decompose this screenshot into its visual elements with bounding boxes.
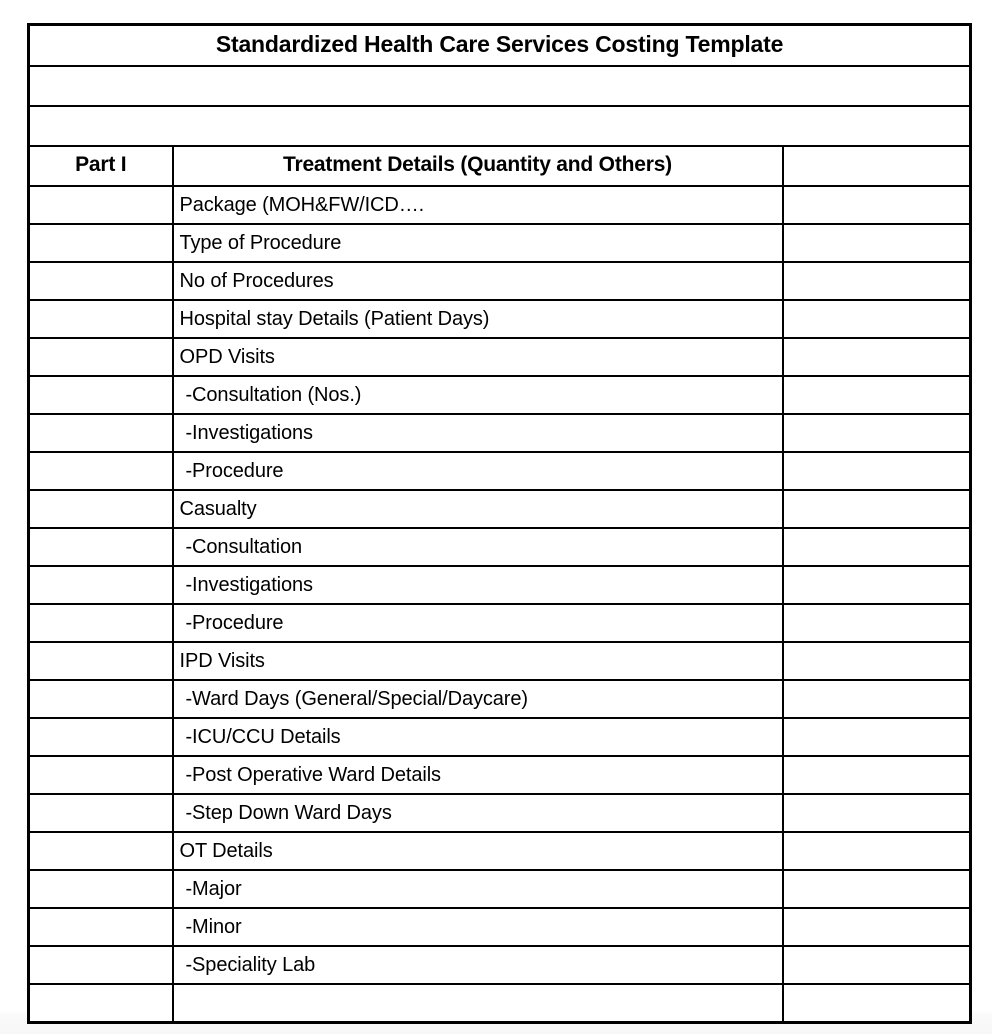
table-row xyxy=(29,300,971,338)
row-value-cell[interactable] xyxy=(783,756,971,794)
row-label-cell[interactable]: -Minor xyxy=(173,908,783,946)
section-title-label: Treatment Details (Quantity and Others) xyxy=(173,146,783,186)
table-row xyxy=(29,414,971,452)
table-row xyxy=(29,756,971,794)
row-part-cell[interactable] xyxy=(29,756,173,794)
row-label-cell[interactable]: -Procedure xyxy=(173,452,783,490)
row-label-cell[interactable]: -Investigations xyxy=(173,414,783,452)
row-value-cell[interactable] xyxy=(783,338,971,376)
row-value-cell[interactable] xyxy=(783,224,971,262)
table-row xyxy=(29,528,971,566)
table-row xyxy=(29,642,971,680)
row-part-cell[interactable] xyxy=(29,680,173,718)
spacer-row-2 xyxy=(29,106,971,146)
table-row xyxy=(29,604,971,642)
table-row xyxy=(29,908,971,946)
row-value-cell[interactable] xyxy=(783,946,971,984)
row-part-cell[interactable] xyxy=(29,566,173,604)
row-value-cell[interactable] xyxy=(783,908,971,946)
row-value-cell[interactable] xyxy=(783,414,971,452)
row-value-cell[interactable] xyxy=(783,186,971,224)
table-row xyxy=(29,490,971,528)
row-part-cell[interactable] xyxy=(29,870,173,908)
row-label-cell[interactable]: OPD Visits xyxy=(173,338,783,376)
row-part-cell[interactable] xyxy=(29,376,173,414)
row-part-cell[interactable] xyxy=(29,262,173,300)
row-value-cell[interactable] xyxy=(783,642,971,680)
section-header-row xyxy=(29,146,971,186)
row-value-cell[interactable] xyxy=(783,718,971,756)
row-value-cell[interactable] xyxy=(783,832,971,870)
spacer-row-1 xyxy=(29,66,971,106)
row-part-cell[interactable] xyxy=(29,452,173,490)
row-part-cell[interactable] xyxy=(29,794,173,832)
row-part-cell[interactable] xyxy=(29,832,173,870)
row-part-cell[interactable] xyxy=(29,338,173,376)
table-row xyxy=(29,376,971,414)
row-value-cell[interactable] xyxy=(783,680,971,718)
table-row xyxy=(29,338,971,376)
row-label-cell[interactable]: -Investigations xyxy=(173,566,783,604)
row-label-cell[interactable]: Package (MOH&FW/ICD…. xyxy=(173,186,783,224)
spreadsheet-container xyxy=(27,23,969,1013)
row-label-cell[interactable] xyxy=(173,984,783,1023)
section-part-label: Part I xyxy=(29,146,173,186)
table-row xyxy=(29,680,971,718)
row-part-cell[interactable] xyxy=(29,528,173,566)
table-row xyxy=(29,452,971,490)
row-value-cell[interactable] xyxy=(783,300,971,338)
row-part-cell[interactable] xyxy=(29,186,173,224)
row-label-cell[interactable]: OT Details xyxy=(173,832,783,870)
costing-template-table xyxy=(27,23,972,1024)
row-part-cell[interactable] xyxy=(29,718,173,756)
row-label-cell[interactable]: Hospital stay Details (Patient Days) xyxy=(173,300,783,338)
row-label-cell[interactable]: -Consultation (Nos.) xyxy=(173,376,783,414)
row-value-cell[interactable] xyxy=(783,604,971,642)
document-title: Standardized Health Care Services Costing Template xyxy=(29,25,971,67)
row-part-cell[interactable] xyxy=(29,490,173,528)
title-row xyxy=(29,25,971,67)
table-row xyxy=(29,566,971,604)
row-label-cell[interactable]: -ICU/CCU Details xyxy=(173,718,783,756)
row-value-cell[interactable] xyxy=(783,528,971,566)
row-label-cell[interactable]: -Ward Days (General/Special/Daycare) xyxy=(173,680,783,718)
table-row xyxy=(29,186,971,224)
row-label-cell[interactable]: No of Procedures xyxy=(173,262,783,300)
row-part-cell[interactable] xyxy=(29,946,173,984)
table-row xyxy=(29,870,971,908)
table-row xyxy=(29,224,971,262)
row-value-cell[interactable] xyxy=(783,490,971,528)
row-label-cell[interactable]: -Major xyxy=(173,870,783,908)
table-body xyxy=(29,25,971,1023)
row-label-cell[interactable]: Type of Procedure xyxy=(173,224,783,262)
row-value-cell[interactable] xyxy=(783,794,971,832)
table-row xyxy=(29,984,971,1023)
row-value-cell[interactable] xyxy=(783,452,971,490)
spacer-cell-1[interactable] xyxy=(29,66,971,106)
spacer-cell-2[interactable] xyxy=(29,106,971,146)
table-row xyxy=(29,262,971,300)
table-row xyxy=(29,946,971,984)
row-value-cell[interactable] xyxy=(783,262,971,300)
row-label-cell[interactable]: -Post Operative Ward Details xyxy=(173,756,783,794)
row-value-cell[interactable] xyxy=(783,566,971,604)
row-value-cell[interactable] xyxy=(783,376,971,414)
row-part-cell[interactable] xyxy=(29,908,173,946)
row-label-cell[interactable]: -Procedure xyxy=(173,604,783,642)
row-label-cell[interactable]: -Speciality Lab xyxy=(173,946,783,984)
row-part-cell[interactable] xyxy=(29,642,173,680)
row-value-cell[interactable] xyxy=(783,984,971,1023)
row-label-cell[interactable]: Casualty xyxy=(173,490,783,528)
row-part-cell[interactable] xyxy=(29,300,173,338)
row-part-cell[interactable] xyxy=(29,984,173,1023)
row-part-cell[interactable] xyxy=(29,604,173,642)
row-part-cell[interactable] xyxy=(29,414,173,452)
row-label-cell[interactable]: IPD Visits xyxy=(173,642,783,680)
row-part-cell[interactable] xyxy=(29,224,173,262)
row-value-cell[interactable] xyxy=(783,870,971,908)
row-label-cell[interactable]: -Step Down Ward Days xyxy=(173,794,783,832)
row-label-cell[interactable]: -Consultation xyxy=(173,528,783,566)
section-value-cell[interactable] xyxy=(783,146,971,186)
table-row xyxy=(29,718,971,756)
table-row xyxy=(29,794,971,832)
table-row xyxy=(29,832,971,870)
